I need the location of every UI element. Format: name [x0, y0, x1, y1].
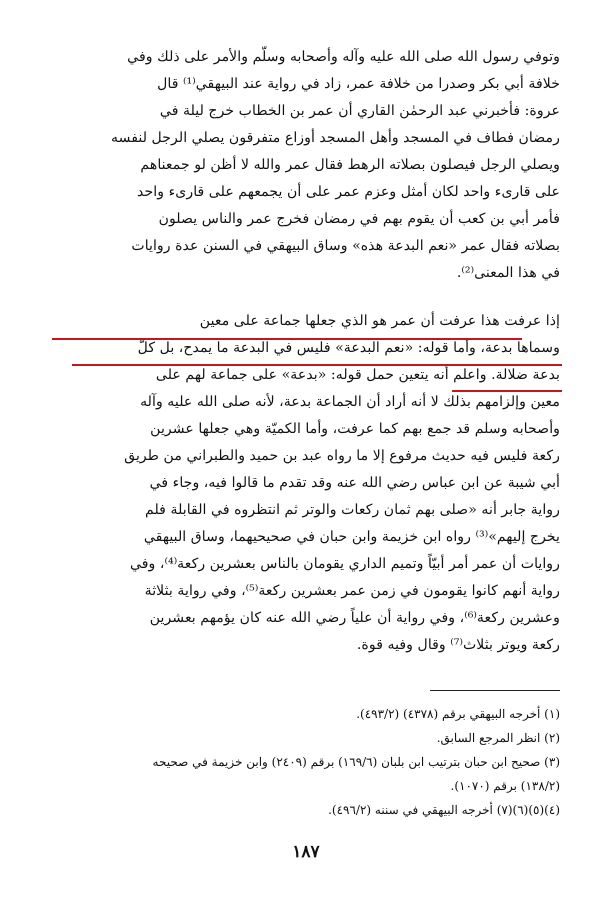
text-line: وأصحابه وسلم قد جمع بهم كما عرفت، وأما الكميّة وهي جعلها عشرين — [150, 421, 560, 437]
paragraph-hadith-narration — [60, 44, 560, 287]
text-line: ركعة ويوتر بثلاث⁽⁷⁾ وقال وفيه قوة. — [356, 637, 560, 653]
red-underline — [52, 338, 522, 340]
footnote: (١) أخرجه البيهقي برقم (٤٣٧٨) (٤٩٣/٢). — [356, 707, 560, 721]
text-line: روايات أن عمر أمر أبيّاً وتميم الداري يقومان بالناس بعشرين ركعة⁽⁴⁾، وفي — [129, 556, 560, 572]
text-line: خلافة أبي بكر وصدرا من خلافة عمر، زاد في رواية عند البيهقي⁽¹⁾ قال — [157, 76, 560, 92]
text-line-highlighted: بدعة ضلالة. واعلم أنه يتعين حمل قوله: «بدعة» على جماعة لهم على — [155, 367, 560, 383]
text-line: أبي شيبة عن ابن عباس رضي الله عنه وقد تقدم ما قالوا فيه، وجاء في — [149, 475, 560, 491]
red-underline — [72, 364, 562, 366]
text-line: في هذا المعنى⁽²⁾. — [456, 265, 560, 281]
footnote: (٢) انظر المرجع السابق. — [436, 731, 560, 745]
footnote: (٤)(٥)(٦)(٧) أخرجه البيهقي في سننه (٤٩٦/٢). — [328, 803, 560, 817]
footnotes — [60, 702, 560, 822]
page-number: ١٨٧ — [292, 842, 320, 862]
text-line: عروة: فأخبرني عبد الرحمٰن القاري أن عمر بن الخطاب خرج ليلة في — [159, 103, 560, 119]
text-line: على قارىء واحد لكان أمثل وعزم عمر على أن يجمعهم على قارىء واحد — [137, 184, 560, 200]
footnote: (١٣٨/٢) برقم (١٠٧٠). — [450, 779, 560, 793]
text-line: رواية أنهم كانوا يقومون في زمن عمر بعشرين ركعة⁽⁵⁾، وفي رواية بثلاثة — [144, 583, 560, 599]
text-line: ويصلي الرجل فيصلون بصلاته الرهط فقال عمر والله لا أظن لو جمعناهم — [140, 157, 560, 173]
footnote-divider — [430, 690, 560, 691]
red-underline — [452, 390, 562, 392]
text-line: يخرج إليهم»⁽³⁾ رواه ابن خزيمة وابن حبان في صحيحيهما، وساق البيهقي — [143, 529, 560, 545]
text-line: وعشرين ركعة⁽⁶⁾، وفي رواية أن علياً رضي الله عنه كان يؤمهم بعشرين — [149, 610, 560, 626]
text-line: بصلاته فقال عمر «نعم البدعة هذه» وساق البيهقي في السنن عدة روايات — [131, 238, 560, 254]
text-line: رواية جابر أنه «صلى بهم ثمان ركعات والوتر ثم انتظروه في القابلة فلم — [145, 502, 560, 518]
text-line: معين وإلزامهم بذلك لا أنه أراد أن الجماعة بدعة، لأنه صلى الله عليه وآله — [140, 394, 560, 410]
text-line: رمضان فطاف في المسجد وأهل المسجد أوزاع متفرقون يصلي الرجل لنفسه — [110, 130, 560, 146]
text-line-highlighted: إذا عرفت هذا عرفت أن عمر هو الذي جعلها جماعة على معين — [199, 313, 560, 329]
footnote: (٣) صحيح ابن حبان بترتيب ابن بلبان (١٦٩/٦) برقم (٢٤٠٩) وابن خزيمة في صحيحه — [152, 755, 560, 769]
paragraph-commentary — [60, 308, 560, 659]
text-line: وتوفي رسول الله صلى الله عليه وآله وأصحابه وسلّم والأمر على ذلك وفي — [127, 49, 560, 65]
text-line: فأمر أبي بن كعب أن يقوم بهم في رمضان فخرج عمر والناس يصلون — [158, 211, 560, 227]
text-line-highlighted: وسماها بدعة، وأما قوله: «نعم البدعة» فليس في البدعة ما يمدح، بل كلّ — [137, 340, 560, 356]
text-line: ركعة فليس فيه حديث مرفوع إلا ما رواه عبد بن حميد والطبراني من طريق — [124, 448, 560, 464]
